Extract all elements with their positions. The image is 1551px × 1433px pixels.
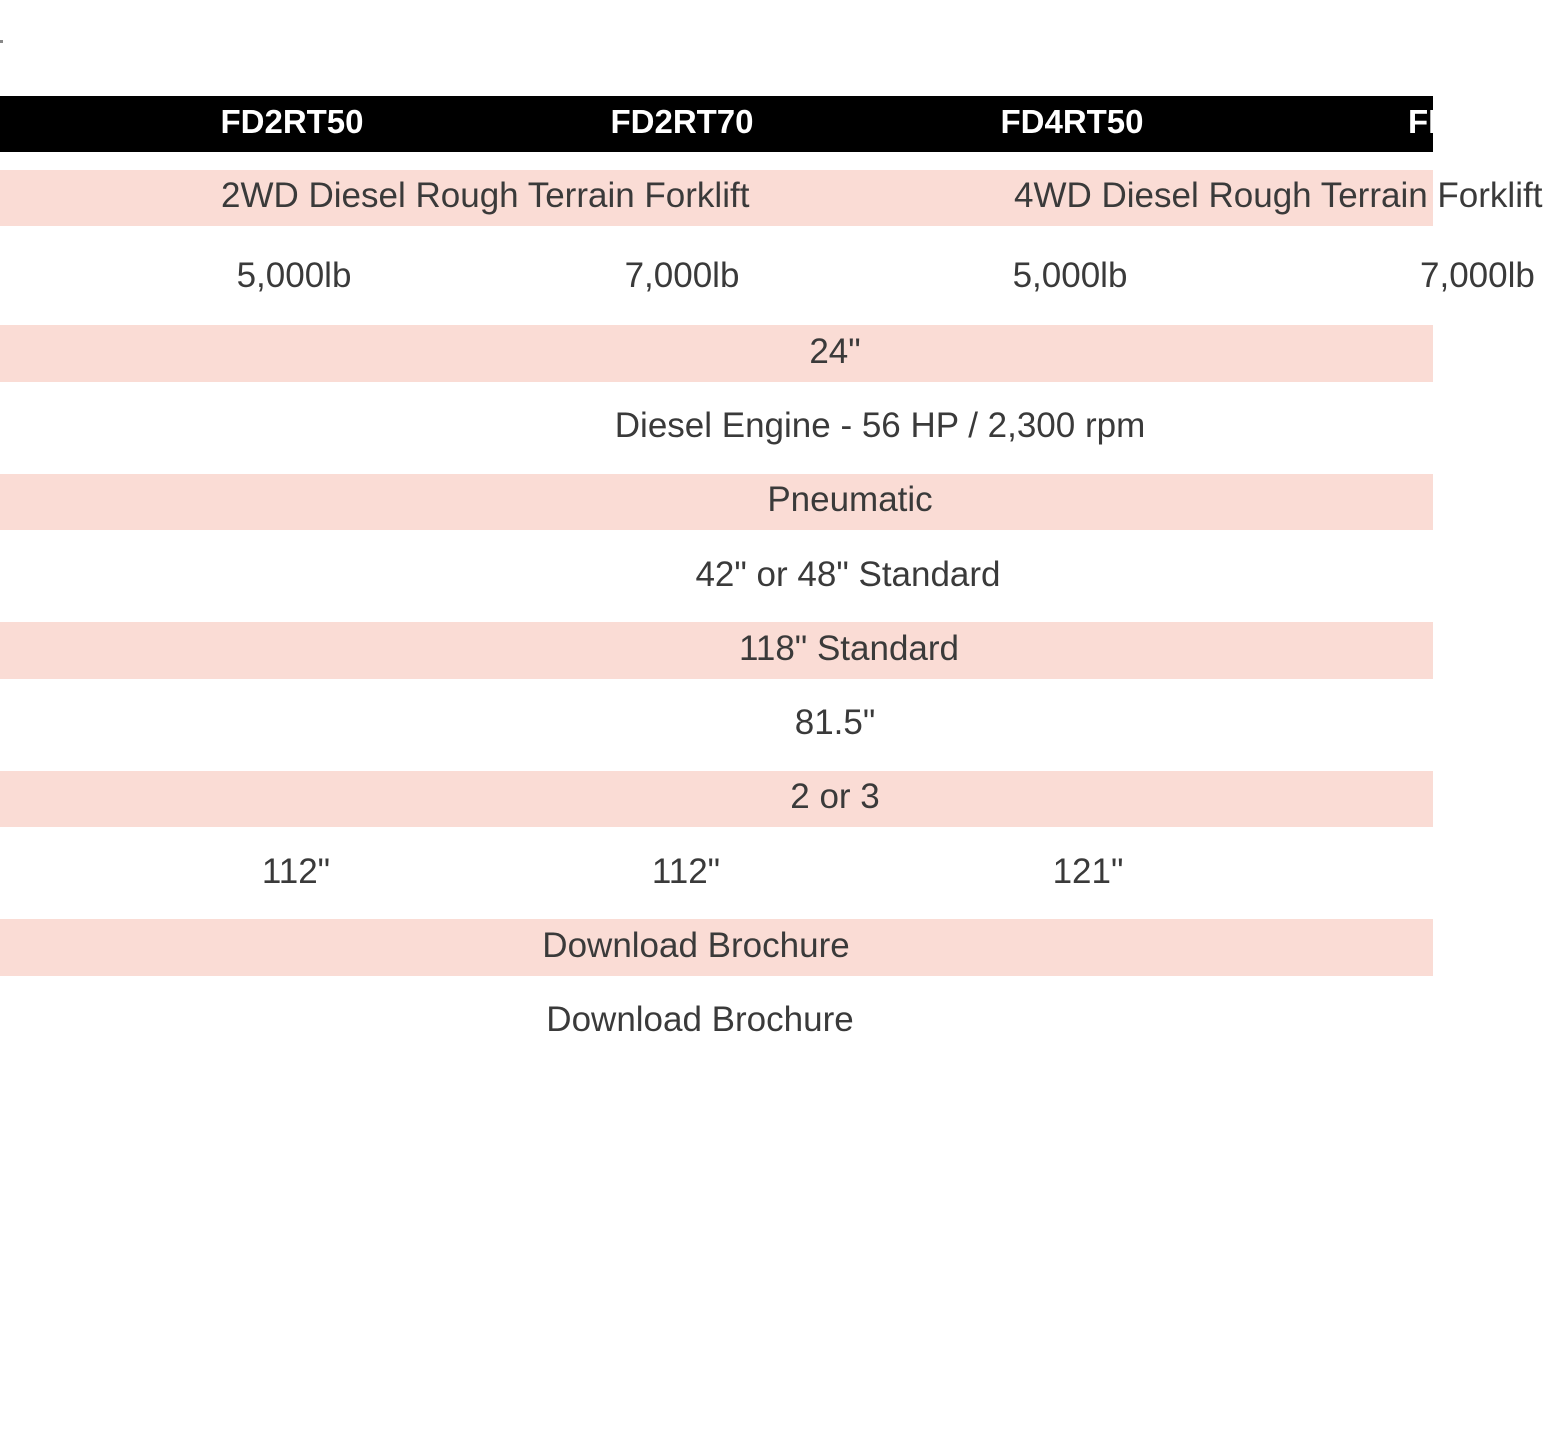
- table-row-length: [0, 827, 1433, 919]
- table-header-row: [0, 96, 1551, 152]
- type-cell-2wd: 2WD Diesel Rough Terrain Forklift: [221, 176, 750, 215]
- table-row-forks: [0, 530, 1433, 622]
- table-row-engine: [0, 382, 1433, 474]
- header-model-fd2rt70: FD2RT70: [610, 103, 754, 140]
- table-row-tires: [0, 474, 1433, 530]
- table-row-load-center: [0, 325, 1433, 382]
- length-cell: 112": [261, 852, 331, 891]
- type-cell-4wd: 4WD Diesel Rough Terrain Forklift: [1014, 176, 1543, 215]
- overall-height-cell: 81.5": [794, 703, 876, 742]
- download-brochure-link[interactable]: Download Brochure: [542, 926, 850, 965]
- header-model-fd4rt50: FD4RT50: [1000, 103, 1144, 140]
- capacity-cell: 5,000lb: [236, 256, 352, 295]
- table-row-capacity: [0, 226, 1535, 325]
- table-row-brochure-2: [0, 976, 1433, 1066]
- table-row-stages: [0, 771, 1433, 827]
- load-center-cell: 24": [809, 332, 861, 371]
- table-row-brochure-1: [0, 919, 1433, 976]
- capacity-cell: 7,000lb: [624, 256, 740, 295]
- header-model-fd2rt50: FD2RT50: [220, 103, 364, 140]
- engine-cell: Diesel Engine - 56 HP / 2,300 rpm: [614, 406, 1146, 445]
- edge-marker: [0, 40, 3, 43]
- capacity-cell: 7,000lb: [1420, 256, 1535, 295]
- stages-cell: 2 or 3: [790, 777, 880, 816]
- table-row-type: [0, 170, 1543, 226]
- capacity-cell: 5,000lb: [1012, 256, 1128, 295]
- table-row-overall-height: [0, 679, 1433, 771]
- table-row-lift-height: [0, 622, 1433, 679]
- header-model-fd4rt70: FD4RT70: [1408, 103, 1551, 140]
- forks-cell: 42" or 48" Standard: [695, 555, 1001, 594]
- download-brochure-link[interactable]: Download Brochure: [546, 1000, 854, 1039]
- length-cell: 121": [1052, 852, 1124, 891]
- lift-height-cell: 118" Standard: [739, 629, 959, 668]
- length-cell: 112": [651, 852, 721, 891]
- tires-cell: Pneumatic: [767, 480, 933, 519]
